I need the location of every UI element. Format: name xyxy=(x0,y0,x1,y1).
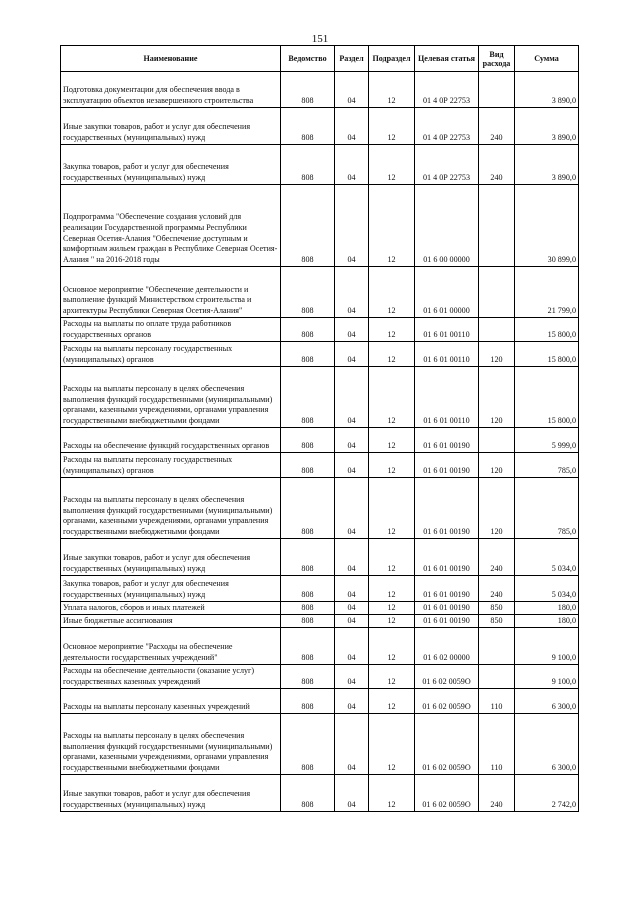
table-cell-subsection: 12 xyxy=(369,665,415,689)
table-cell-amount: 180,0 xyxy=(515,602,579,615)
table-cell-dept: 808 xyxy=(281,689,335,714)
col-header-target: Целевая статья xyxy=(415,46,479,72)
table-cell-amount: 30 899,0 xyxy=(515,185,579,267)
table-cell-amount: 5 034,0 xyxy=(515,576,579,602)
table-cell-target: 01 6 02 0059О xyxy=(415,775,479,812)
table-cell-section: 04 xyxy=(335,539,369,576)
table-cell-dept: 808 xyxy=(281,145,335,185)
table-cell-amount: 785,0 xyxy=(515,478,579,539)
table-cell-target: 01 4 0Р 22753 xyxy=(415,145,479,185)
table-cell-amount: 15 800,0 xyxy=(515,342,579,367)
table-cell-exp-type: 850 xyxy=(479,615,515,628)
table-cell-target: 01 6 01 00190 xyxy=(415,615,479,628)
table-cell-subsection: 12 xyxy=(369,342,415,367)
table-cell-subsection: 12 xyxy=(369,539,415,576)
table-cell-target: 01 6 01 00110 xyxy=(415,367,479,428)
table-cell-name: Расходы на выплаты персоналу казенных учреждений xyxy=(61,689,281,714)
table-row xyxy=(61,367,579,428)
table-cell-dept: 808 xyxy=(281,775,335,812)
col-header-dept: Ведомство xyxy=(281,46,335,72)
table-cell-dept: 808 xyxy=(281,602,335,615)
table-cell-dept: 808 xyxy=(281,367,335,428)
table-cell-section: 04 xyxy=(335,108,369,145)
table-cell-section: 04 xyxy=(335,478,369,539)
table-cell-subsection: 12 xyxy=(369,714,415,775)
table-cell-subsection: 12 xyxy=(369,478,415,539)
table-cell-name: Иные бюджетные ассигнования xyxy=(61,615,281,628)
table-row xyxy=(61,108,579,145)
table-cell-name: Расходы на выплаты персоналу государственных (муниципальных) органов xyxy=(61,453,281,478)
table-cell-section: 04 xyxy=(335,367,369,428)
table-cell-name: Уплата налогов, сборов и иных платежей xyxy=(61,602,281,615)
table-cell-target: 01 4 0Р 22753 xyxy=(415,72,479,108)
table-cell-target: 01 6 01 00190 xyxy=(415,428,479,453)
table-cell-subsection: 12 xyxy=(369,367,415,428)
table-cell-name: Расходы на выплаты персоналу в целях обеспечения выполнения функций государственными (муниципальными) органами, казенными учреждениями, органами управления государственными внебюджетными фондами xyxy=(61,478,281,539)
table-cell-section: 04 xyxy=(335,628,369,665)
table-cell-name: Подпрограмма "Обеспечение создания условий для реализации Государственной программы Республики Северная Осетия-Алания "Обеспечение доступным и комфортным жильем граждан в Республике Северная Осетия-Алания " на 2016-2018 годы xyxy=(61,185,281,267)
table-header-row xyxy=(61,46,579,72)
table-cell-target: 01 6 02 0059О xyxy=(415,665,479,689)
table-cell-amount: 3 890,0 xyxy=(515,108,579,145)
table-row xyxy=(61,318,579,342)
table-cell-section: 04 xyxy=(335,185,369,267)
table-row xyxy=(61,72,579,108)
table-cell-amount: 2 742,0 xyxy=(515,775,579,812)
table-cell-exp-type: 240 xyxy=(479,145,515,185)
table-cell-exp-type xyxy=(479,428,515,453)
table-cell-subsection: 12 xyxy=(369,185,415,267)
table-row xyxy=(61,628,579,665)
table-cell-section: 04 xyxy=(335,145,369,185)
table-cell-exp-type xyxy=(479,72,515,108)
table-cell-name: Основное мероприятие "Обеспечение деятельности и выполнение функций Министерством строительства и архитектуры Республики Северная Осетия-Алания" xyxy=(61,267,281,318)
table-cell-exp-type xyxy=(479,267,515,318)
table-cell-exp-type: 240 xyxy=(479,576,515,602)
table-cell-target: 01 6 01 00190 xyxy=(415,453,479,478)
table-cell-exp-type: 120 xyxy=(479,342,515,367)
table-cell-subsection: 12 xyxy=(369,428,415,453)
table-cell-exp-type: 120 xyxy=(479,478,515,539)
table-cell-section: 04 xyxy=(335,72,369,108)
table-cell-section: 04 xyxy=(335,267,369,318)
table-cell-name: Закупка товаров, работ и услуг для обеспечения государственных (муниципальных) нужд xyxy=(61,576,281,602)
table-cell-exp-type: 240 xyxy=(479,539,515,576)
col-header-name: Наименование xyxy=(61,46,281,72)
table-cell-name: Расходы на выплаты по оплате труда работников государственных органов xyxy=(61,318,281,342)
table-cell-section: 04 xyxy=(335,665,369,689)
table-cell-name: Иные закупки товаров, работ и услуг для обеспечения государственных (муниципальных) нужд xyxy=(61,775,281,812)
table-cell-section: 04 xyxy=(335,775,369,812)
table-cell-section: 04 xyxy=(335,615,369,628)
table-cell-dept: 808 xyxy=(281,428,335,453)
table-cell-section: 04 xyxy=(335,689,369,714)
table-row xyxy=(61,185,579,267)
table-row xyxy=(61,453,579,478)
table-cell-subsection: 12 xyxy=(369,615,415,628)
table-cell-dept: 808 xyxy=(281,478,335,539)
table-cell-dept: 808 xyxy=(281,628,335,665)
table-cell-exp-type xyxy=(479,628,515,665)
table-cell-name: Закупка товаров, работ и услуг для обеспечения государственных (муниципальных) нужд xyxy=(61,145,281,185)
table-cell-dept: 808 xyxy=(281,453,335,478)
table-cell-subsection: 12 xyxy=(369,318,415,342)
table-cell-amount: 5 999,0 xyxy=(515,428,579,453)
table-cell-target: 01 6 01 00190 xyxy=(415,539,479,576)
col-header-amount: Сумма xyxy=(515,46,579,72)
table-cell-name: Расходы на выплаты персоналу в целях обеспечения выполнения функций государственными (муниципальными) органами, казенными учреждениями, органами управления государственными внебюджетными фондами xyxy=(61,367,281,428)
table-cell-subsection: 12 xyxy=(369,576,415,602)
table-cell-dept: 808 xyxy=(281,539,335,576)
table-cell-subsection: 12 xyxy=(369,775,415,812)
table-cell-target: 01 6 02 0059О xyxy=(415,714,479,775)
table-cell-target: 01 6 01 00190 xyxy=(415,602,479,615)
table-cell-subsection: 12 xyxy=(369,108,415,145)
budget-table xyxy=(60,45,579,812)
table-cell-exp-type xyxy=(479,185,515,267)
col-header-subsection: Подраздел xyxy=(369,46,415,72)
col-header-exp-type: Вид расхода xyxy=(479,46,515,72)
table-cell-section: 04 xyxy=(335,602,369,615)
table-cell-exp-type: 120 xyxy=(479,453,515,478)
table-cell-exp-type: 110 xyxy=(479,714,515,775)
table-cell-target: 01 6 00 00000 xyxy=(415,185,479,267)
table-cell-amount: 5 034,0 xyxy=(515,539,579,576)
table-cell-amount: 9 100,0 xyxy=(515,628,579,665)
table-cell-section: 04 xyxy=(335,453,369,478)
table-cell-name: Подготовка документации для обеспечения ввода в эксплуатацию объектов незавершенного строительства xyxy=(61,72,281,108)
table-cell-dept: 808 xyxy=(281,615,335,628)
table-cell-dept: 808 xyxy=(281,342,335,367)
table-row xyxy=(61,576,579,602)
table-cell-name: Основное мероприятие "Расходы на обеспечение деятельности государственных учреждений" xyxy=(61,628,281,665)
table-cell-section: 04 xyxy=(335,342,369,367)
table-cell-dept: 808 xyxy=(281,318,335,342)
table-cell-dept: 808 xyxy=(281,714,335,775)
table-cell-subsection: 12 xyxy=(369,453,415,478)
table-cell-amount: 21 799,0 xyxy=(515,267,579,318)
table-cell-name: Расходы на выплаты персоналу государственных (муниципальных) органов xyxy=(61,342,281,367)
table-cell-amount: 180,0 xyxy=(515,615,579,628)
table-cell-amount: 3 890,0 xyxy=(515,145,579,185)
table-row xyxy=(61,145,579,185)
table-cell-target: 01 6 01 00190 xyxy=(415,478,479,539)
table-cell-name: Расходы на обеспечение функций государственных органов xyxy=(61,428,281,453)
table-cell-dept: 808 xyxy=(281,108,335,145)
table-cell-subsection: 12 xyxy=(369,267,415,318)
table-row xyxy=(61,775,579,812)
table-row xyxy=(61,428,579,453)
table-cell-amount: 15 800,0 xyxy=(515,318,579,342)
table-row xyxy=(61,267,579,318)
table-cell-amount: 15 800,0 xyxy=(515,367,579,428)
table-cell-section: 04 xyxy=(335,428,369,453)
table-cell-section: 04 xyxy=(335,318,369,342)
table-cell-subsection: 12 xyxy=(369,72,415,108)
table-cell-amount: 6 300,0 xyxy=(515,714,579,775)
table-cell-subsection: 12 xyxy=(369,689,415,714)
table-cell-subsection: 12 xyxy=(369,145,415,185)
table-cell-target: 01 6 01 00110 xyxy=(415,318,479,342)
table-cell-section: 04 xyxy=(335,714,369,775)
table-cell-dept: 808 xyxy=(281,72,335,108)
table-cell-section: 04 xyxy=(335,576,369,602)
table-cell-dept: 808 xyxy=(281,267,335,318)
table-cell-amount: 9 100,0 xyxy=(515,665,579,689)
table-cell-name: Расходы на обеспечение деятельности (оказание услуг) государственных казенных учреждений xyxy=(61,665,281,689)
table-row xyxy=(61,342,579,367)
table-row xyxy=(61,478,579,539)
table-cell-dept: 808 xyxy=(281,185,335,267)
table-cell-exp-type xyxy=(479,665,515,689)
table-row xyxy=(61,689,579,714)
table-cell-target: 01 6 02 00000 xyxy=(415,628,479,665)
table-row xyxy=(61,615,579,628)
table-cell-exp-type: 240 xyxy=(479,108,515,145)
table-cell-amount: 6 300,0 xyxy=(515,689,579,714)
table-cell-subsection: 12 xyxy=(369,602,415,615)
table-cell-name: Иные закупки товаров, работ и услуг для обеспечения государственных (муниципальных) нужд xyxy=(61,108,281,145)
table-cell-exp-type xyxy=(479,318,515,342)
table-cell-target: 01 6 01 00190 xyxy=(415,576,479,602)
table-cell-target: 01 6 02 0059О xyxy=(415,689,479,714)
table-cell-name: Иные закупки товаров, работ и услуг для обеспечения государственных (муниципальных) нужд xyxy=(61,539,281,576)
table-row xyxy=(61,602,579,615)
table-cell-dept: 808 xyxy=(281,665,335,689)
table-cell-target: 01 4 0Р 22753 xyxy=(415,108,479,145)
table-row xyxy=(61,714,579,775)
table-row xyxy=(61,539,579,576)
table-cell-target: 01 6 01 00000 xyxy=(415,267,479,318)
table-cell-dept: 808 xyxy=(281,576,335,602)
table-cell-subsection: 12 xyxy=(369,628,415,665)
table-cell-exp-type: 110 xyxy=(479,689,515,714)
table-cell-target: 01 6 01 00110 xyxy=(415,342,479,367)
page-number: 151 xyxy=(311,33,329,45)
table-cell-exp-type: 120 xyxy=(479,367,515,428)
table-cell-exp-type: 240 xyxy=(479,775,515,812)
table-cell-exp-type: 850 xyxy=(479,602,515,615)
table-cell-name: Расходы на выплаты персоналу в целях обеспечения выполнения функций государственными (муниципальными) органами, казенными учреждениями, органами управления государственными внебюджетными фондами xyxy=(61,714,281,775)
table-cell-amount: 785,0 xyxy=(515,453,579,478)
table-cell-amount: 3 890,0 xyxy=(515,72,579,108)
table-row xyxy=(61,665,579,689)
col-header-section: Раздел xyxy=(335,46,369,72)
